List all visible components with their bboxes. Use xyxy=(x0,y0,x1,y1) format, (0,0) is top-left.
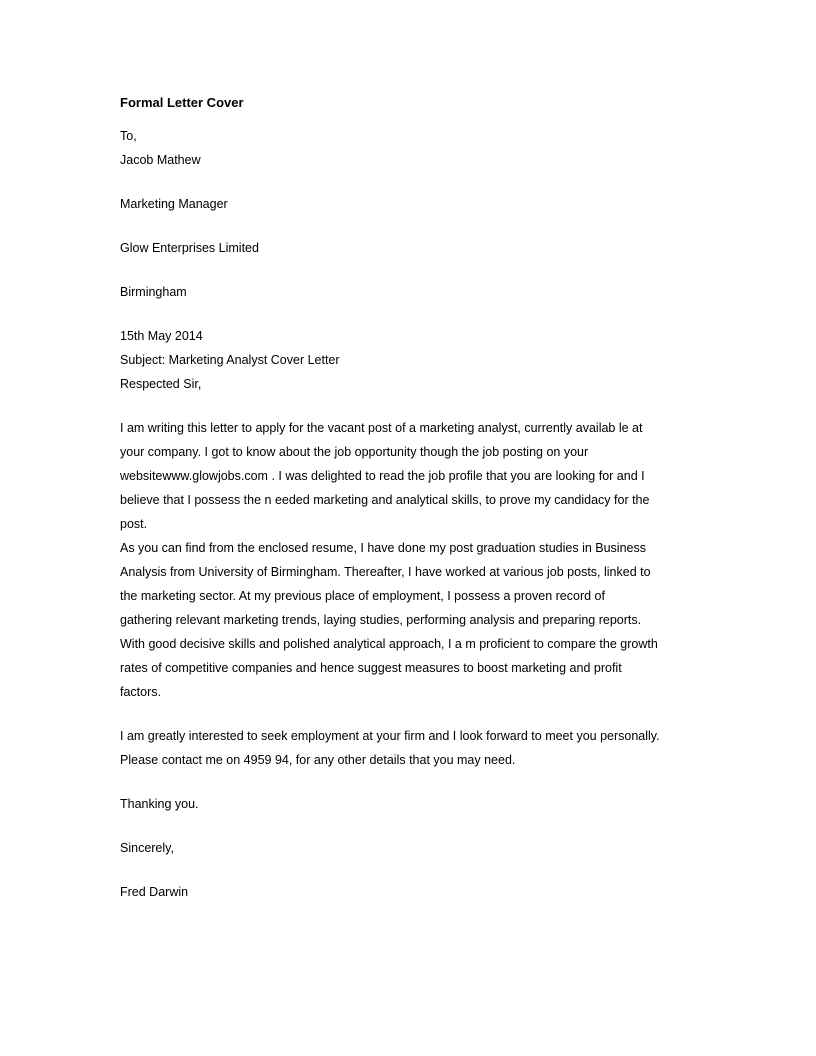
sender-name: Fred Darwin xyxy=(120,885,189,899)
closing-line: Please contact me on 4959 94, for any other details that you may need. xyxy=(120,753,516,767)
recipient-to: To, xyxy=(120,129,137,143)
letter-thanks: Thanking you. xyxy=(120,797,199,811)
body-line: websitewww.glowjobs.com . I was delighted to read the job profile that you are looking for and I xyxy=(120,469,645,483)
closing-line: I am greatly interested to seek employment at your firm and I look forward to meet you personally. xyxy=(120,729,660,743)
letter-closing xyxy=(120,724,700,772)
body-line: gathering relevant marketing trends, laying studies, performing analysis and preparing reports. xyxy=(120,613,642,627)
letter-greeting: Respected Sir, xyxy=(120,377,202,391)
recipient-name: Jacob Mathew xyxy=(120,153,201,167)
body-line: post. xyxy=(120,517,148,531)
body-line: the marketing sector. At my previous place of employment, I possess a proven record of xyxy=(120,589,605,603)
letter-page xyxy=(120,92,700,904)
body-line: your company. I got to know about the job opportunity though the job posting on your xyxy=(120,445,589,459)
body-line: As you can find from the enclosed resume, I have done my post graduation studies in Business xyxy=(120,541,646,555)
body-line: believe that I possess the n eeded marketing and analytical skills, to prove my candidacy for the xyxy=(120,493,650,507)
letter-date: 15th May 2014 xyxy=(120,329,203,343)
letter-sign-off: Sincerely, xyxy=(120,841,174,855)
body-line: I am writing this letter to apply for the vacant post of a marketing analyst, currently availab le at xyxy=(120,421,643,435)
body-line: factors. xyxy=(120,685,161,699)
body-line: rates of competitive companies and hence suggest measures to boost marketing and profit xyxy=(120,661,622,675)
recipient-position: Marketing Manager xyxy=(120,197,228,211)
letter-body xyxy=(120,416,700,704)
recipient-company: Glow Enterprises Limited xyxy=(120,241,259,255)
letter-title: Formal Letter Cover xyxy=(120,95,244,110)
letter-subject: Subject: Marketing Analyst Cover Letter xyxy=(120,353,340,367)
body-line: Analysis from University of Birmingham. Thereafter, I have worked at various job posts, linked to xyxy=(120,565,651,579)
recipient-city: Birmingham xyxy=(120,285,187,299)
body-line: With good decisive skills and polished analytical approach, I a m proficient to compare the growth xyxy=(120,637,658,651)
